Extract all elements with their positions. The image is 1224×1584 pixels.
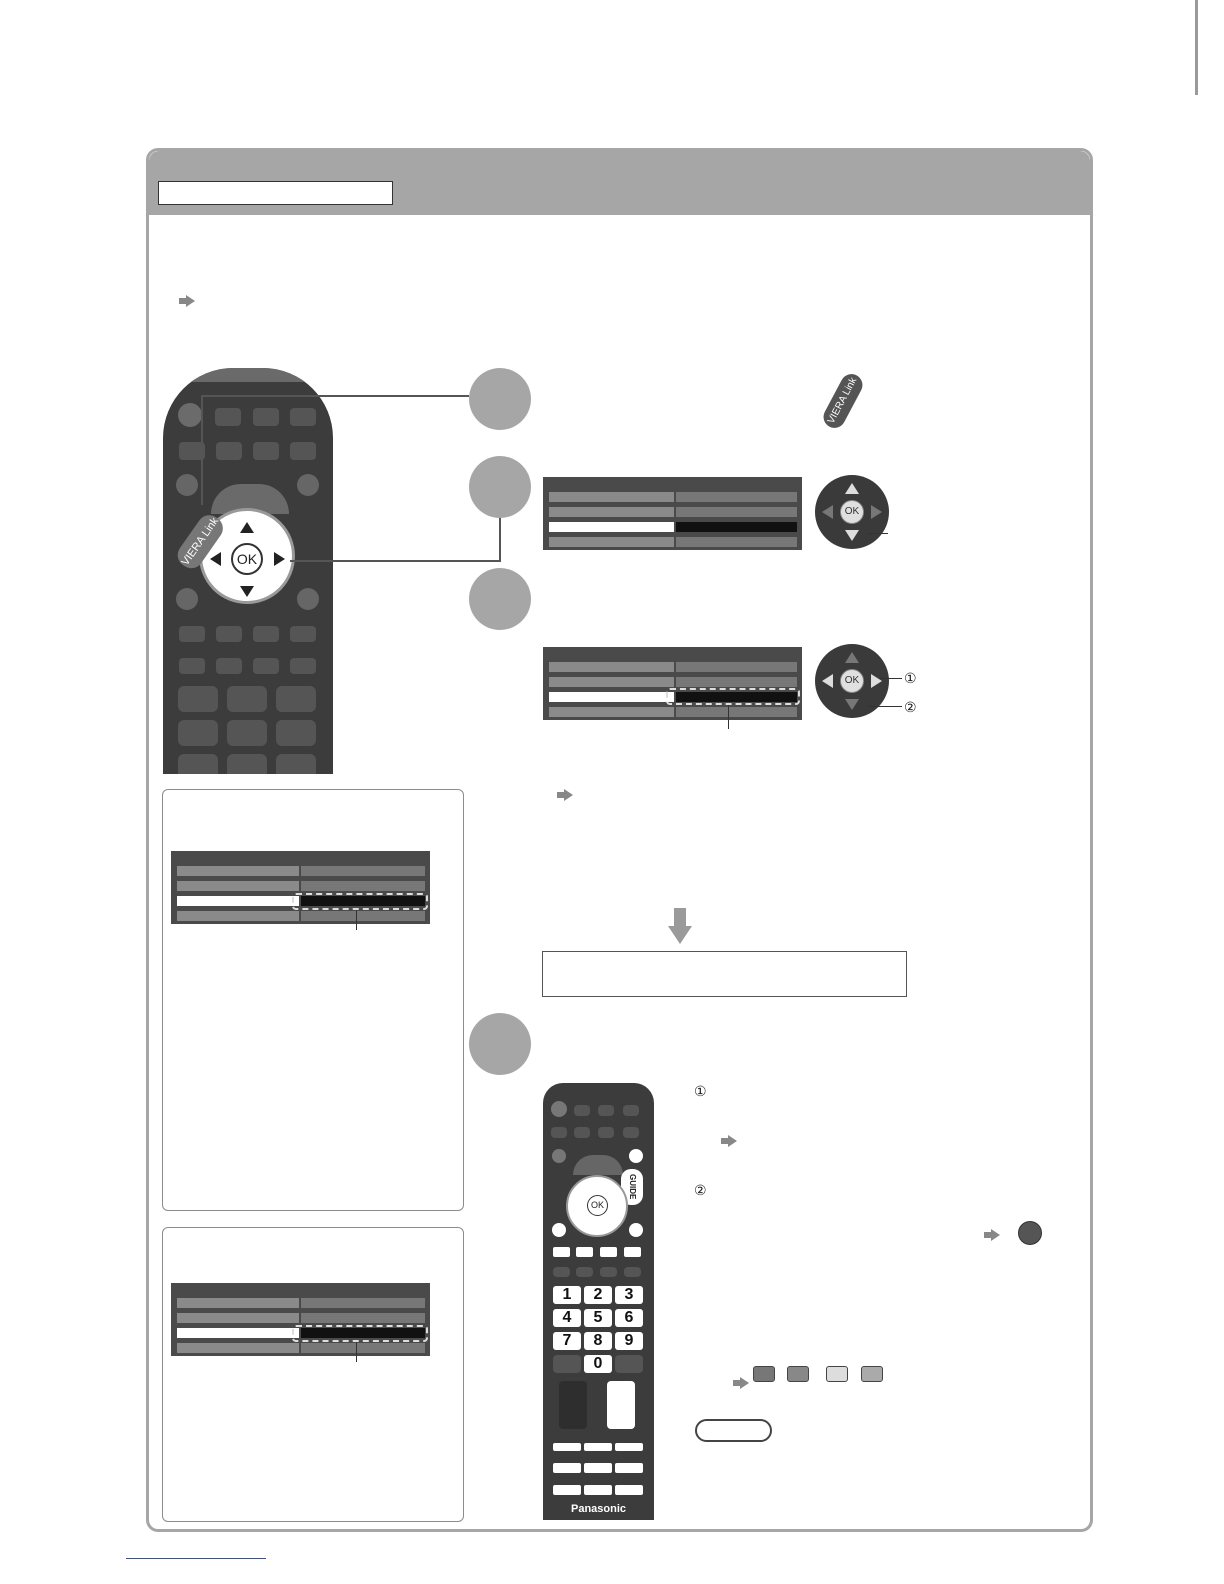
tv-menu-step3 bbox=[543, 647, 802, 720]
step-3-circle bbox=[469, 568, 531, 630]
number-key[interactable] bbox=[276, 686, 316, 712]
color-button-icon bbox=[753, 1366, 775, 1382]
round-button[interactable] bbox=[629, 1149, 643, 1163]
reference-arrow-icon bbox=[728, 1135, 737, 1147]
tv-menu-step2 bbox=[543, 477, 802, 550]
leader-line bbox=[868, 533, 888, 534]
number-key-4[interactable]: 4 bbox=[553, 1309, 581, 1327]
round-button[interactable] bbox=[297, 588, 319, 610]
highlight-dashed-box bbox=[666, 688, 800, 705]
connector-line bbox=[201, 395, 469, 397]
remote-button[interactable] bbox=[253, 408, 279, 426]
remote-control-small bbox=[543, 1083, 654, 1520]
section-title-box bbox=[158, 181, 393, 205]
guide-button[interactable]: GUIDE bbox=[621, 1169, 643, 1205]
channel-button[interactable] bbox=[607, 1381, 635, 1429]
left-arrow-icon bbox=[822, 674, 833, 688]
rewind-button[interactable] bbox=[553, 1463, 581, 1473]
leader-line bbox=[356, 1342, 357, 1362]
remote-button[interactable] bbox=[290, 408, 316, 426]
reference-arrow-icon bbox=[991, 1229, 1000, 1241]
reference-arrow-icon bbox=[564, 789, 573, 801]
menu-button[interactable] bbox=[573, 1155, 623, 1175]
down-arrow-icon bbox=[845, 530, 859, 541]
up-arrow-icon bbox=[845, 483, 859, 494]
right-arrow-icon bbox=[871, 674, 882, 688]
round-button-icon bbox=[1018, 1221, 1042, 1245]
number-key[interactable] bbox=[178, 686, 218, 712]
remote-button[interactable] bbox=[216, 626, 242, 642]
dpad-step2 bbox=[815, 475, 889, 549]
number-key-1[interactable]: 1 bbox=[553, 1286, 581, 1304]
remote-button[interactable] bbox=[215, 408, 241, 426]
number-key-8[interactable]: 8 bbox=[584, 1332, 612, 1350]
remote-control-large bbox=[163, 368, 333, 774]
remote-button[interactable] bbox=[623, 1127, 639, 1138]
step-2-circle bbox=[469, 456, 531, 518]
reference-arrow-icon bbox=[740, 1377, 749, 1389]
down-arrow-icon[interactable] bbox=[240, 586, 254, 597]
remote-button[interactable] bbox=[290, 626, 316, 642]
number-key-3[interactable]: 3 bbox=[615, 1286, 643, 1304]
marker-1: ① bbox=[904, 670, 917, 686]
remote-button[interactable] bbox=[290, 658, 316, 674]
number-key-2[interactable]: 2 bbox=[584, 1286, 612, 1304]
round-button[interactable] bbox=[552, 1223, 566, 1237]
remote-button[interactable] bbox=[600, 1267, 617, 1277]
down-arrow-icon bbox=[845, 699, 859, 710]
footer-link-underline[interactable] bbox=[126, 1558, 266, 1559]
marker-2: ② bbox=[904, 699, 917, 715]
number-key-0[interactable]: 0 bbox=[584, 1355, 612, 1373]
round-button[interactable] bbox=[176, 474, 198, 496]
leader-line bbox=[728, 705, 729, 729]
media-button[interactable] bbox=[615, 1443, 643, 1451]
tv-menu-note-lower bbox=[171, 1283, 430, 1356]
leader-line bbox=[356, 910, 357, 930]
remote-button[interactable] bbox=[623, 1105, 639, 1116]
number-key-6[interactable]: 6 bbox=[615, 1309, 643, 1327]
remote-button[interactable] bbox=[253, 658, 279, 674]
remote-button[interactable] bbox=[551, 1127, 567, 1138]
media-button[interactable] bbox=[584, 1443, 612, 1451]
step-1-circle bbox=[469, 368, 531, 430]
marker-2: ② bbox=[694, 1182, 707, 1198]
power-button[interactable] bbox=[178, 403, 202, 427]
note-pill bbox=[695, 1419, 772, 1442]
highlight-dashed-box bbox=[292, 1325, 428, 1342]
up-arrow-icon[interactable] bbox=[240, 522, 254, 533]
viera-link-icon bbox=[808, 372, 860, 430]
number-key[interactable] bbox=[227, 720, 267, 746]
reference-arrow-icon bbox=[186, 295, 195, 307]
pause-button[interactable] bbox=[584, 1485, 612, 1495]
up-arrow-icon bbox=[845, 652, 859, 663]
left-arrow-icon bbox=[822, 505, 833, 519]
connector-line bbox=[290, 560, 500, 562]
color-button-icon bbox=[861, 1366, 883, 1382]
remote-button[interactable] bbox=[553, 1267, 570, 1277]
highlight-dashed-box bbox=[292, 893, 428, 910]
number-key-5[interactable]: 5 bbox=[584, 1309, 612, 1327]
number-key-9[interactable]: 9 bbox=[615, 1332, 643, 1350]
viera-link-button[interactable]: VIERA Link bbox=[173, 510, 228, 572]
power-button[interactable] bbox=[551, 1101, 567, 1117]
page-edge-rule bbox=[1195, 0, 1198, 95]
number-key[interactable] bbox=[178, 754, 218, 774]
volume-button[interactable] bbox=[559, 1381, 587, 1429]
round-button[interactable] bbox=[176, 588, 198, 610]
right-arrow-icon[interactable] bbox=[274, 552, 285, 566]
number-key[interactable] bbox=[178, 720, 218, 746]
tv-menu-note-upper bbox=[171, 851, 430, 924]
number-key-7[interactable]: 7 bbox=[553, 1332, 581, 1350]
remote-button[interactable] bbox=[615, 1355, 643, 1373]
note-panel-lower bbox=[162, 1227, 464, 1522]
color-button[interactable] bbox=[624, 1247, 641, 1257]
ok-button-small[interactable]: OK bbox=[587, 1195, 608, 1216]
ok-icon: OK bbox=[840, 669, 864, 693]
connector-line bbox=[499, 516, 501, 562]
connector-line bbox=[201, 395, 203, 505]
leader-line bbox=[868, 706, 902, 707]
remote-button[interactable] bbox=[574, 1127, 590, 1138]
number-key[interactable] bbox=[276, 720, 316, 746]
play-button[interactable] bbox=[584, 1463, 612, 1473]
number-key[interactable] bbox=[276, 754, 316, 774]
down-flow-arrow-icon bbox=[668, 908, 692, 946]
remote-button[interactable] bbox=[216, 658, 242, 674]
tv-menu-selected-row bbox=[549, 522, 797, 532]
left-arrow-icon[interactable] bbox=[210, 552, 221, 566]
remote-button[interactable] bbox=[574, 1105, 590, 1116]
brand-logo: Panasonic bbox=[570, 1503, 627, 1515]
remote-button[interactable] bbox=[253, 442, 279, 460]
remote-button[interactable] bbox=[576, 1267, 593, 1277]
leader-line bbox=[880, 678, 902, 679]
round-button[interactable] bbox=[552, 1149, 566, 1163]
remote-button[interactable] bbox=[624, 1267, 641, 1277]
ok-button[interactable]: OK bbox=[231, 543, 263, 575]
number-key[interactable] bbox=[227, 754, 267, 774]
remote-button[interactable] bbox=[179, 658, 205, 674]
remote-button[interactable] bbox=[290, 442, 316, 460]
remote-button[interactable] bbox=[253, 626, 279, 642]
media-button[interactable] bbox=[553, 1443, 581, 1451]
remote-button[interactable] bbox=[179, 626, 205, 642]
round-button[interactable] bbox=[297, 474, 319, 496]
viera-link-icon-label: VIERA Link bbox=[820, 370, 867, 432]
record-button[interactable] bbox=[615, 1485, 643, 1495]
remote-button[interactable] bbox=[553, 1355, 581, 1373]
color-button[interactable] bbox=[576, 1247, 593, 1257]
color-button[interactable] bbox=[600, 1247, 617, 1257]
right-arrow-icon bbox=[871, 505, 882, 519]
stop-button[interactable] bbox=[553, 1485, 581, 1495]
result-note-box bbox=[542, 951, 907, 997]
remote-button[interactable] bbox=[216, 442, 242, 460]
remote-button[interactable] bbox=[598, 1127, 614, 1138]
color-button-icon bbox=[826, 1366, 848, 1382]
color-button[interactable] bbox=[553, 1247, 570, 1257]
marker-1: ① bbox=[694, 1083, 707, 1099]
return-button[interactable] bbox=[629, 1223, 643, 1237]
ok-icon: OK bbox=[840, 500, 864, 524]
number-key[interactable] bbox=[227, 686, 267, 712]
remote-button[interactable] bbox=[598, 1105, 614, 1116]
color-button-icon bbox=[787, 1366, 809, 1382]
fast-forward-button[interactable] bbox=[615, 1463, 643, 1473]
step-4-circle bbox=[469, 1013, 531, 1075]
